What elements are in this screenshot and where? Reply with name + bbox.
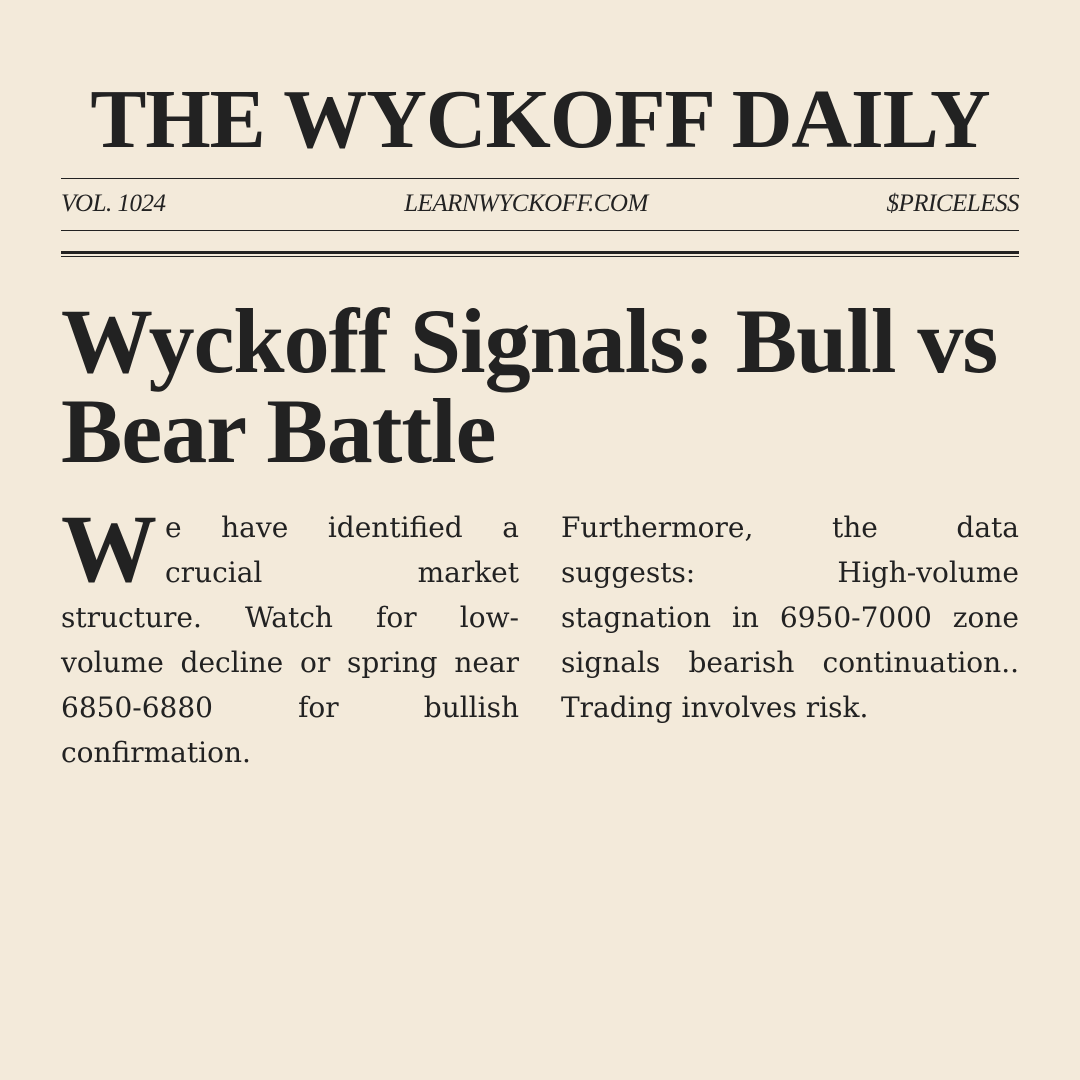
top-rule [61, 178, 1019, 179]
double-rule-bottom [61, 256, 1019, 257]
left-column-text: e have identified a crucial market structure. Watch for low-volume decline or spring near 6850-6880 for bullish confirmation. [61, 511, 519, 769]
volume-label: VOL. 1024 [61, 190, 166, 217]
site-link: LEARNWYCKOFF.COM [404, 190, 648, 217]
article-left-column [61, 495, 519, 775]
headline: Wyckoff Signals: Bull vs Bear Battle [61, 290, 998, 482]
masthead-title: THE WYCKOFF DAILY [90, 73, 990, 166]
drop-cap: W [61, 495, 157, 602]
article-right-column: Furthermore, the data suggests: High-volume stagnation in 6950-7000 zone signals bearish continuation.. Trading involves risk. [561, 511, 1019, 724]
double-rule-top [61, 251, 1019, 254]
meta-bar [61, 188, 1019, 220]
meta-bottom-rule [61, 230, 1019, 231]
price-label: $PRICELESS [886, 190, 1019, 217]
